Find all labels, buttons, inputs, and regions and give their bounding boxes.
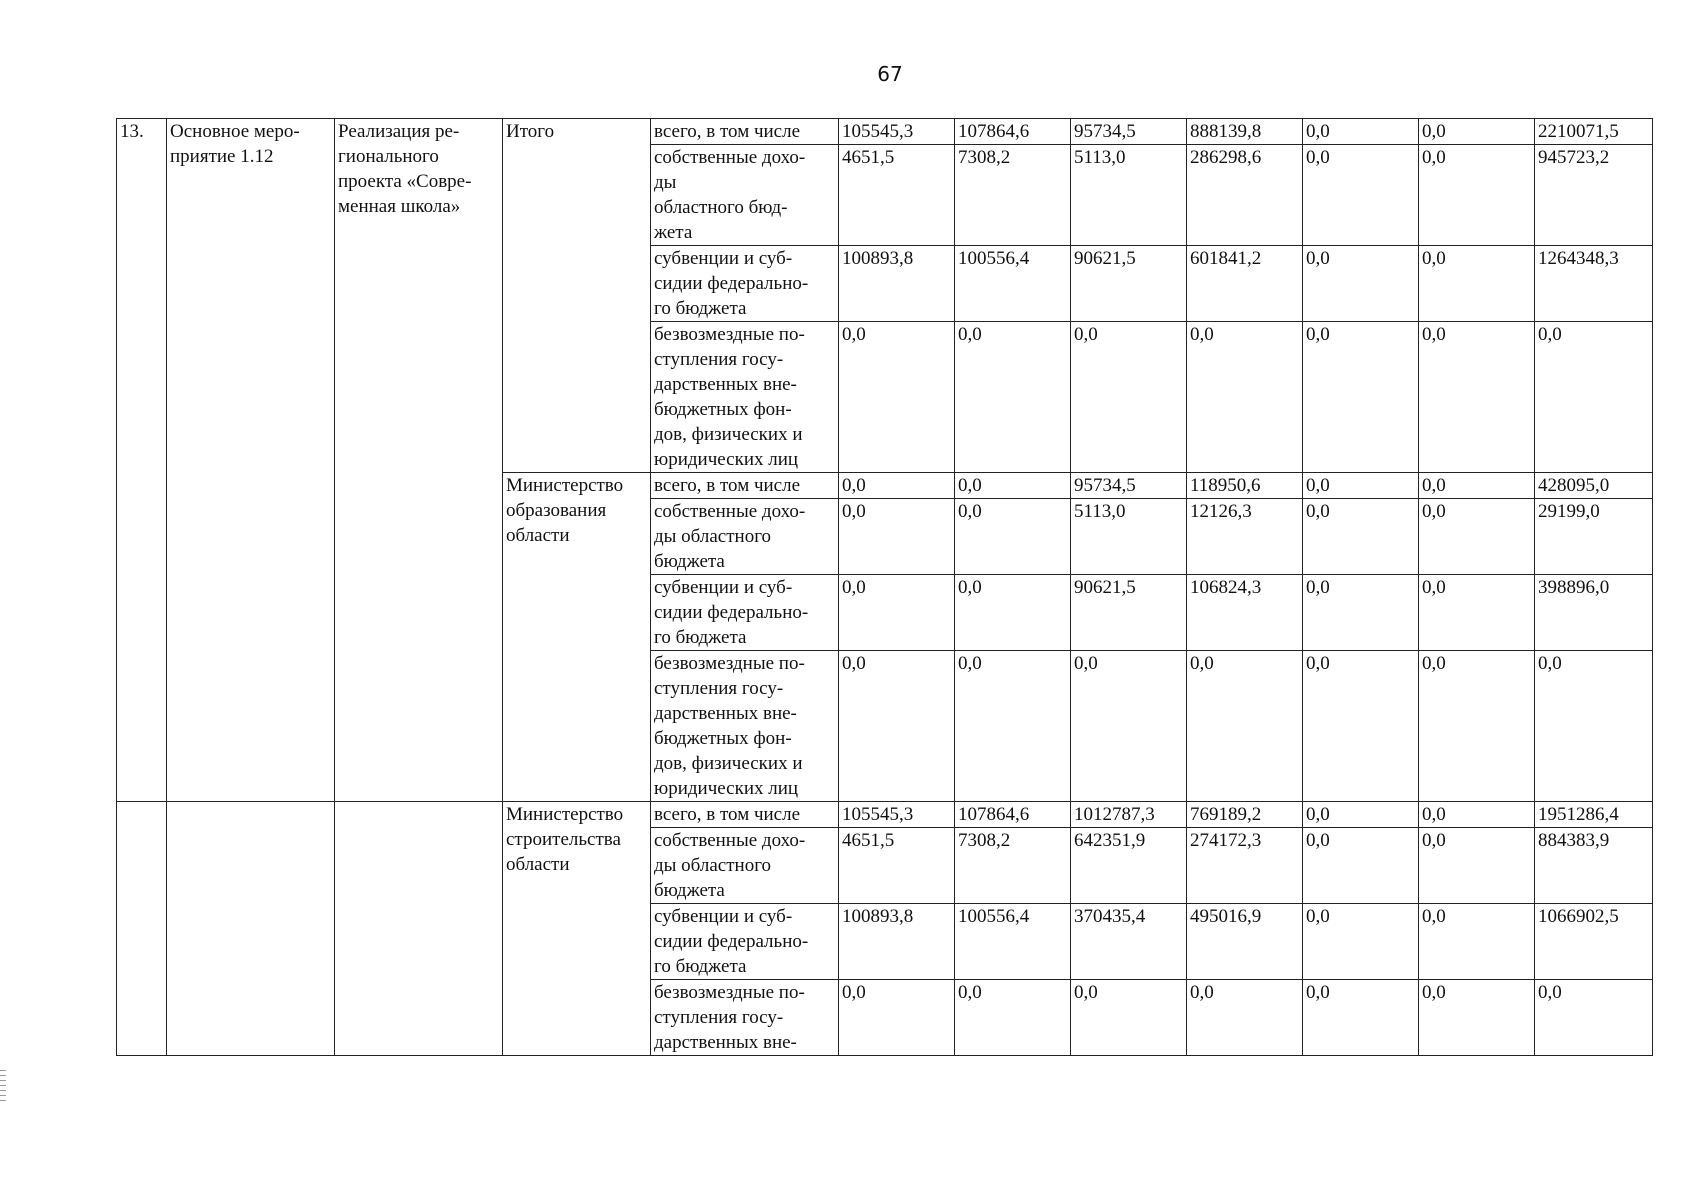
value-cell: 1066902,5 bbox=[1535, 904, 1653, 980]
table-row bbox=[117, 802, 1653, 828]
value-cell: 2210071,5 bbox=[1535, 119, 1653, 145]
funding-source-cell: собственные дохо- ды областного бюджета bbox=[651, 828, 839, 904]
value-cell: 0,0 bbox=[1419, 651, 1535, 802]
value-cell: 100893,8 bbox=[839, 904, 955, 980]
value-cell: 0,0 bbox=[955, 499, 1071, 575]
value-cell: 0,0 bbox=[1303, 575, 1419, 651]
funding-source-cell: субвенции и суб- сидии федерально- го бюджета bbox=[651, 246, 839, 322]
value-cell: 4651,5 bbox=[839, 828, 955, 904]
value-cell: 0,0 bbox=[1187, 651, 1303, 802]
value-cell: 0,0 bbox=[1419, 980, 1535, 1056]
value-cell: 0,0 bbox=[1303, 802, 1419, 828]
table-row bbox=[117, 119, 1653, 145]
value-cell: 29199,0 bbox=[1535, 499, 1653, 575]
budget-table-container bbox=[116, 118, 1653, 1056]
value-cell: 0,0 bbox=[1187, 980, 1303, 1056]
value-cell: 0,0 bbox=[1071, 980, 1187, 1056]
value-cell: 0,0 bbox=[1303, 246, 1419, 322]
funding-source-cell: всего, в том числе bbox=[651, 473, 839, 499]
value-cell: 0,0 bbox=[839, 651, 955, 802]
value-cell: 12126,3 bbox=[1187, 499, 1303, 575]
value-cell: 0,0 bbox=[839, 322, 955, 473]
value-cell: 100893,8 bbox=[839, 246, 955, 322]
value-cell: 888139,8 bbox=[1187, 119, 1303, 145]
scan-margin-marks bbox=[0, 1070, 6, 1104]
value-cell: 5113,0 bbox=[1071, 145, 1187, 246]
value-cell: 0,0 bbox=[1419, 322, 1535, 473]
value-cell: 0,0 bbox=[1419, 473, 1535, 499]
value-cell: 1951286,4 bbox=[1535, 802, 1653, 828]
value-cell: 0,0 bbox=[1071, 322, 1187, 473]
value-cell: 0,0 bbox=[1303, 499, 1419, 575]
value-cell: 90621,5 bbox=[1071, 246, 1187, 322]
value-cell: 0,0 bbox=[1535, 322, 1653, 473]
value-cell: 0,0 bbox=[1419, 575, 1535, 651]
value-cell: 0,0 bbox=[1419, 499, 1535, 575]
funding-source-cell: субвенции и суб- сидии федерально- го бюджета bbox=[651, 575, 839, 651]
value-cell: 0,0 bbox=[839, 499, 955, 575]
value-cell: 0,0 bbox=[1535, 651, 1653, 802]
value-cell: 0,0 bbox=[1187, 322, 1303, 473]
value-cell: 0,0 bbox=[1419, 119, 1535, 145]
value-cell: 105545,3 bbox=[839, 802, 955, 828]
value-cell: 0,0 bbox=[955, 980, 1071, 1056]
value-cell: 0,0 bbox=[955, 473, 1071, 499]
funding-source-cell: безвозмездные по- ступления госу- дарственных вне- bbox=[651, 980, 839, 1056]
value-cell: 0,0 bbox=[1303, 904, 1419, 980]
value-cell: 0,0 bbox=[1303, 322, 1419, 473]
value-cell: 0,0 bbox=[1071, 651, 1187, 802]
value-cell: 601841,2 bbox=[1187, 246, 1303, 322]
value-cell: 0,0 bbox=[839, 980, 955, 1056]
value-cell: 4651,5 bbox=[839, 145, 955, 246]
value-cell: 107864,6 bbox=[955, 119, 1071, 145]
value-cell: 884383,9 bbox=[1535, 828, 1653, 904]
value-cell: 0,0 bbox=[1303, 980, 1419, 1056]
funding-source-cell: безвозмездные по- ступления госу- дарственных вне- бюджетных фон- дов, физических и юридических лиц bbox=[651, 651, 839, 802]
executor-cell: Итого bbox=[503, 119, 651, 473]
page-number: 67 bbox=[877, 62, 903, 86]
value-cell: 286298,6 bbox=[1187, 145, 1303, 246]
value-cell: 642351,9 bbox=[1071, 828, 1187, 904]
value-cell: 105545,3 bbox=[839, 119, 955, 145]
value-cell: 0,0 bbox=[955, 651, 1071, 802]
value-cell: 118950,6 bbox=[1187, 473, 1303, 499]
value-cell: 945723,2 bbox=[1535, 145, 1653, 246]
budget-table bbox=[116, 118, 1653, 1056]
empty-continuation-cell bbox=[117, 802, 167, 1056]
value-cell: 1012787,3 bbox=[1071, 802, 1187, 828]
value-cell: 769189,2 bbox=[1187, 802, 1303, 828]
funding-source-cell: собственные дохо- ды областного бюд- жета bbox=[651, 145, 839, 246]
value-cell: 0,0 bbox=[955, 575, 1071, 651]
value-cell: 90621,5 bbox=[1071, 575, 1187, 651]
value-cell: 106824,3 bbox=[1187, 575, 1303, 651]
value-cell: 398896,0 bbox=[1535, 575, 1653, 651]
value-cell: 0,0 bbox=[1419, 802, 1535, 828]
value-cell: 0,0 bbox=[1419, 246, 1535, 322]
funding-source-cell: безвозмездные по- ступления госу- дарственных вне- бюджетных фон- дов, физических и юридических лиц bbox=[651, 322, 839, 473]
funding-source-cell: субвенции и суб- сидии федерально- го бюджета bbox=[651, 904, 839, 980]
value-cell: 495016,9 bbox=[1187, 904, 1303, 980]
value-cell: 0,0 bbox=[1303, 473, 1419, 499]
value-cell: 5113,0 bbox=[1071, 499, 1187, 575]
value-cell: 0,0 bbox=[955, 322, 1071, 473]
executor-cell: Министерство строительства области bbox=[503, 802, 651, 1056]
value-cell: 107864,6 bbox=[955, 802, 1071, 828]
value-cell: 428095,0 bbox=[1535, 473, 1653, 499]
value-cell: 7308,2 bbox=[955, 145, 1071, 246]
funding-source-cell: всего, в том числе bbox=[651, 802, 839, 828]
value-cell: 0,0 bbox=[1303, 828, 1419, 904]
value-cell: 1264348,3 bbox=[1535, 246, 1653, 322]
value-cell: 0,0 bbox=[1419, 904, 1535, 980]
measure-project-cell: Реализация ре- гионального проекта «Совре- менная школа» bbox=[335, 119, 503, 802]
value-cell: 0,0 bbox=[839, 575, 955, 651]
value-cell: 0,0 bbox=[1419, 828, 1535, 904]
executor-cell: Министерство образования области bbox=[503, 473, 651, 802]
value-cell: 95734,5 bbox=[1071, 119, 1187, 145]
value-cell: 0,0 bbox=[1419, 145, 1535, 246]
value-cell: 0,0 bbox=[839, 473, 955, 499]
value-cell: 0,0 bbox=[1303, 145, 1419, 246]
measure-number-cell: 13. bbox=[117, 119, 167, 802]
value-cell: 100556,4 bbox=[955, 904, 1071, 980]
funding-source-cell: собственные дохо- ды областного бюджета bbox=[651, 499, 839, 575]
empty-continuation-cell bbox=[167, 802, 335, 1056]
funding-source-cell: всего, в том числе bbox=[651, 119, 839, 145]
value-cell: 0,0 bbox=[1303, 651, 1419, 802]
value-cell: 0,0 bbox=[1303, 119, 1419, 145]
value-cell: 370435,4 bbox=[1071, 904, 1187, 980]
empty-continuation-cell bbox=[335, 802, 503, 1056]
value-cell: 274172,3 bbox=[1187, 828, 1303, 904]
value-cell: 0,0 bbox=[1535, 980, 1653, 1056]
value-cell: 100556,4 bbox=[955, 246, 1071, 322]
measure-name-cell: Основное меро- приятие 1.12 bbox=[167, 119, 335, 802]
value-cell: 95734,5 bbox=[1071, 473, 1187, 499]
value-cell: 7308,2 bbox=[955, 828, 1071, 904]
